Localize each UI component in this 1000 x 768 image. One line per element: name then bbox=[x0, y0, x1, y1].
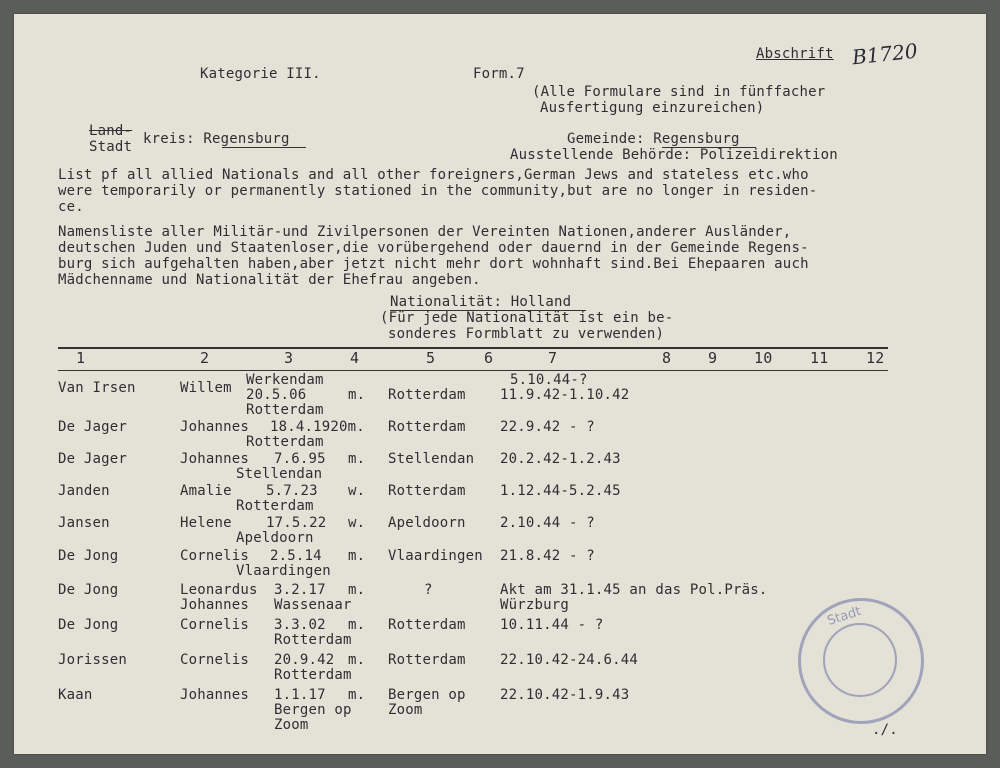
sex-cell: m. bbox=[348, 387, 366, 403]
origin-cell: Apeldoorn bbox=[388, 515, 466, 531]
residence-cell: Stellendan bbox=[236, 466, 323, 482]
origin-cell: Rotterdam bbox=[388, 483, 466, 499]
given-name-cell: Willem bbox=[180, 380, 232, 396]
birthdate-cell: 7.6.95 bbox=[274, 451, 326, 467]
residence-cell: Apeldoorn bbox=[236, 530, 314, 546]
birthdate-cell: 3.2.17 bbox=[274, 582, 326, 598]
residence-cell: Bergen op bbox=[274, 702, 352, 718]
kategorie-label: Kategorie III. bbox=[200, 66, 321, 82]
sex-cell: w. bbox=[348, 483, 366, 499]
form-note-line1: (Alle Formulare sind in fünffacher bbox=[532, 84, 826, 100]
col-num-12: 12 bbox=[866, 349, 885, 367]
residence-cell: Rotterdam bbox=[274, 632, 352, 648]
residence-cell: Vlaardingen bbox=[236, 563, 331, 579]
surname-cell: De Jong bbox=[58, 548, 119, 564]
birthdate-cell: 3.3.02 bbox=[274, 617, 326, 633]
intro-en-line1: List pf all allied Nationals and all other foreigners,German Jews and stateless etc.who bbox=[58, 167, 809, 183]
given-name-cell: Amalie bbox=[180, 483, 232, 499]
residence-cell: Wassenaar bbox=[274, 597, 352, 613]
dates-cell-2: 11.9.42-1.10.42 bbox=[500, 387, 630, 403]
col-num-10: 10 bbox=[754, 349, 773, 367]
given-name-cell: Johannes bbox=[180, 687, 250, 703]
dates-cell-2: Würzburg bbox=[500, 597, 570, 613]
behoerde-label: Ausstellende Behörde: Polizeidirektion bbox=[510, 147, 838, 163]
given-name-cell: Johannes bbox=[180, 451, 250, 467]
land-label: Land- bbox=[89, 123, 133, 139]
intro-en-line2: were temporarily or permanently stationed in the community,but are no longer in residen- bbox=[58, 183, 818, 199]
surname-cell: De Jager bbox=[58, 451, 128, 467]
kreis-underline bbox=[222, 147, 306, 148]
col-num-2: 2 bbox=[200, 349, 210, 367]
sex-cell: m. bbox=[348, 582, 366, 598]
col-num-3: 3 bbox=[284, 349, 294, 367]
nationality-note-line2: sonderes Formblatt zu verwenden) bbox=[388, 326, 665, 342]
sex-cell: m. bbox=[348, 617, 366, 633]
dates-cell: Akt am 31.1.45 an das Pol.Präs. bbox=[500, 582, 768, 598]
origin-cell: Vlaardingen bbox=[388, 548, 483, 564]
stadt-label: Stadt bbox=[89, 139, 133, 155]
residence-cell: Rotterdam bbox=[236, 498, 314, 514]
table-header-rule bbox=[58, 370, 888, 371]
surname-cell: Van Irsen bbox=[58, 380, 136, 396]
col-num-8: 8 bbox=[662, 349, 672, 367]
form-label: Form.7 bbox=[473, 66, 525, 82]
col-num-6: 6 bbox=[484, 349, 494, 367]
gemeinde-label: Gemeinde: Regensburg bbox=[567, 131, 740, 147]
origin-cell: Bergen op bbox=[388, 687, 466, 703]
col-num-11: 11 bbox=[810, 349, 829, 367]
birthdate-cell: 20.9.42 bbox=[274, 652, 335, 668]
handwritten-number: B1720 bbox=[850, 38, 919, 70]
surname-cell: De Jong bbox=[58, 617, 119, 633]
birthdate-cell: 1.1.17 bbox=[274, 687, 326, 703]
given-name-cell: Leonardus bbox=[180, 582, 258, 598]
intro-de-line2: deutschen Juden und Staatenloser,die vorübergehend oder dauernd in der Gemeinde Regens- bbox=[58, 240, 809, 256]
abschrift-label: Abschrift bbox=[756, 46, 834, 62]
dates-cell: 1.12.44-5.2.45 bbox=[500, 483, 621, 499]
given-name-cell-2: Johannes bbox=[180, 597, 250, 613]
sex-cell: m. bbox=[348, 652, 366, 668]
given-name-cell: Helene bbox=[180, 515, 232, 531]
surname-cell: De Jager bbox=[58, 419, 128, 435]
origin-cell: Stellendan bbox=[388, 451, 475, 467]
origin-cell: Rotterdam bbox=[388, 387, 466, 403]
surname-cell: De Jong bbox=[58, 582, 119, 598]
intro-en-line3: ce. bbox=[58, 199, 84, 215]
nationality-title: Nationalität: Holland bbox=[390, 294, 572, 310]
given-name-cell: Johannes bbox=[180, 419, 250, 435]
intro-de-line1: Namensliste aller Militär-und Zivilpersonen der Vereinten Nationen,anderer Ausländer, bbox=[58, 224, 792, 240]
sex-cell: m. bbox=[348, 687, 366, 703]
surname-cell: Kaan bbox=[58, 687, 93, 703]
dates-cell: 2.10.44 - ? bbox=[500, 515, 595, 531]
city-stamp bbox=[798, 598, 924, 724]
surname-cell: Janden bbox=[58, 483, 110, 499]
col-num-1: 1 bbox=[76, 349, 86, 367]
sex-cell: w. bbox=[348, 515, 366, 531]
col-num-5: 5 bbox=[426, 349, 436, 367]
birthdate-cell: 17.5.22 bbox=[266, 515, 327, 531]
given-name-cell: Cornelis bbox=[180, 617, 250, 633]
stamp-inner-ring bbox=[823, 623, 897, 697]
origin-cell: Rotterdam bbox=[388, 617, 466, 633]
col-num-4: 4 bbox=[350, 349, 360, 367]
stamp-text: Stadt bbox=[825, 604, 864, 629]
kreis-label: kreis: Regensburg bbox=[143, 131, 290, 147]
residence-cell-2: Zoom bbox=[274, 717, 309, 733]
sex-cell: m. bbox=[348, 451, 366, 467]
dates-cell: 22.9.42 - ? bbox=[500, 419, 595, 435]
birthdate-cell: 20.5.06 bbox=[246, 387, 307, 403]
col-num-9: 9 bbox=[708, 349, 718, 367]
continuation-mark: ./. bbox=[872, 722, 898, 738]
form-note-line2: Ausfertigung einzureichen) bbox=[540, 100, 765, 116]
given-name-cell: Cornelis bbox=[180, 548, 250, 564]
nationality-note-line1: (Für jede Nationalität ist ein be- bbox=[380, 310, 674, 326]
origin-cell: Rotterdam bbox=[388, 419, 466, 435]
birthdate-cell: 2.5.14 bbox=[270, 548, 322, 564]
dates-cell: 20.2.42-1.2.43 bbox=[500, 451, 621, 467]
dates-cell: 5.10.44-? bbox=[510, 372, 588, 388]
intro-de-line4: Mädchenname und Nationalität der Ehefrau angeben. bbox=[58, 272, 481, 288]
dates-cell: 10.11.44 - ? bbox=[500, 617, 604, 633]
dates-cell: 21.8.42 - ? bbox=[500, 548, 595, 564]
surname-cell: Jorissen bbox=[58, 652, 128, 668]
birthplace-cell: Werkendam bbox=[246, 372, 324, 388]
origin-cell-2: Zoom bbox=[388, 702, 423, 718]
col-num-7: 7 bbox=[548, 349, 558, 367]
residence-cell: Rotterdam bbox=[246, 402, 324, 418]
dates-cell: 22.10.42-24.6.44 bbox=[500, 652, 639, 668]
given-name-cell: Cornelis bbox=[180, 652, 250, 668]
surname-cell: Jansen bbox=[58, 515, 110, 531]
residence-cell: Rotterdam bbox=[246, 434, 324, 450]
birthdate-cell: 5.7.23 bbox=[266, 483, 318, 499]
origin-cell: ? bbox=[424, 582, 433, 598]
dates-cell: 22.10.42-1.9.43 bbox=[500, 687, 630, 703]
origin-cell: Rotterdam bbox=[388, 652, 466, 668]
sex-cell: m. bbox=[348, 548, 366, 564]
birthdate-cell: 18.4.1920m. bbox=[270, 419, 365, 435]
intro-de-line3: burg sich aufgehalten haben,aber jetzt nicht mehr dort wohnhaft sind.Bei Ehepaaren auch bbox=[58, 256, 809, 272]
residence-cell: Rotterdam bbox=[274, 667, 352, 683]
